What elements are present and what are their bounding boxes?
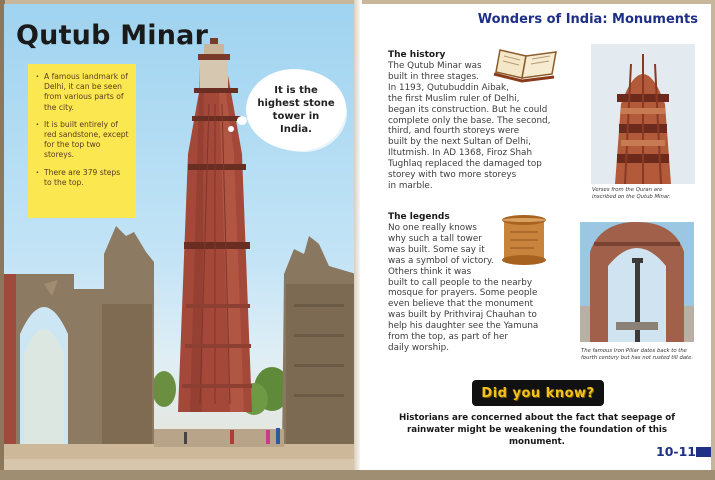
page-title: Qutub Minar bbox=[16, 20, 209, 51]
text-line: The Qutub Minar was bbox=[388, 61, 482, 71]
did-you-know-fact bbox=[387, 412, 687, 448]
thought-bubble-dot bbox=[228, 126, 234, 132]
text-line: in marble. bbox=[388, 180, 433, 191]
book-bottom-edge bbox=[0, 470, 715, 480]
text-line: In 1193, Qutubuddin Aibak, bbox=[388, 82, 509, 93]
text-line: storey with two more storeys bbox=[388, 170, 517, 181]
fact-line: Historians are concerned about the fact that seepage of bbox=[399, 413, 675, 423]
left-ruins bbox=[4, 226, 154, 444]
thought-bubble bbox=[248, 71, 344, 149]
photo-caption bbox=[592, 187, 702, 201]
caption-line: fourth century but has not rusted till date. bbox=[581, 355, 694, 361]
fact-line: rainwater might be weakening the foundation of this monument. bbox=[406, 425, 668, 447]
text-line: Others think it was bbox=[388, 266, 472, 277]
fact-item: · A famous landmark of Delhi, it can be seen from various parts of the city. bbox=[36, 72, 129, 113]
page-tab-marker bbox=[696, 447, 711, 457]
left-page bbox=[4, 4, 356, 474]
text-line: complete only the base. The second, bbox=[388, 115, 551, 126]
fact-list bbox=[36, 72, 129, 188]
page-number: 10-11 bbox=[656, 444, 696, 459]
text-line: Tughlaq replaced the damaged top bbox=[388, 159, 542, 170]
text-line: mosque for prayers. Some people bbox=[388, 288, 538, 299]
photo-caption bbox=[581, 348, 709, 362]
caption-line: inscribed on the Qutub Minar. bbox=[592, 194, 671, 200]
minar-detail-photo bbox=[591, 44, 695, 184]
iron-pillar-photo bbox=[580, 222, 694, 342]
section-header: Wonders of India: Monuments bbox=[477, 12, 698, 27]
text-line: the first Muslim ruler of Delhi, bbox=[388, 93, 520, 104]
thought-bubble-dot bbox=[237, 116, 247, 125]
fact-box bbox=[28, 64, 136, 218]
text-line: third, and fourth storeys were bbox=[388, 126, 520, 137]
text-line: was built. Some say it bbox=[388, 244, 485, 255]
text-line: from the top, as part of her bbox=[388, 332, 508, 343]
text-line: daily worship. bbox=[388, 342, 450, 353]
legends-heading: The legends bbox=[388, 212, 450, 222]
open-book-icon bbox=[492, 48, 560, 86]
text-line: why such a tall tower bbox=[388, 233, 482, 244]
text-line: No one really knows bbox=[388, 223, 477, 233]
right-ruins bbox=[282, 236, 356, 454]
scroll-icon bbox=[496, 212, 552, 268]
text-line: began its construction. But he could bbox=[388, 104, 548, 115]
thought-bubble-text: It is the highest stone tower in India. bbox=[257, 85, 335, 135]
text-line: built to call people to the nearby bbox=[388, 277, 533, 288]
text-line: Iltutmish. In AD 1368, Firoz Shah bbox=[388, 148, 533, 159]
history-heading: The history bbox=[388, 50, 446, 60]
did-you-know-label: Did you know? bbox=[481, 385, 595, 401]
text-line: was built by Prithviraj Chauhan to bbox=[388, 310, 537, 321]
caption-line: The famous Iron Pillar dates back to the bbox=[581, 348, 687, 354]
minar-tower bbox=[178, 38, 252, 412]
fact-item: · There are 379 steps to the top. bbox=[36, 168, 129, 188]
fact-item: · It is built entirely of red sandstone, except for the top two storeys. bbox=[36, 120, 129, 161]
caption-line: Verses from the Quran are bbox=[592, 187, 663, 193]
text-line: even believe that the monument bbox=[388, 299, 534, 310]
text-line: built in three stages. bbox=[388, 71, 479, 82]
did-you-know-badge bbox=[472, 380, 604, 406]
text-line: help his daughter see the Yamuna bbox=[388, 321, 539, 332]
text-line: built by the next Sultan of Delhi, bbox=[388, 137, 531, 148]
text-line: was a symbol of victory. bbox=[388, 255, 494, 266]
